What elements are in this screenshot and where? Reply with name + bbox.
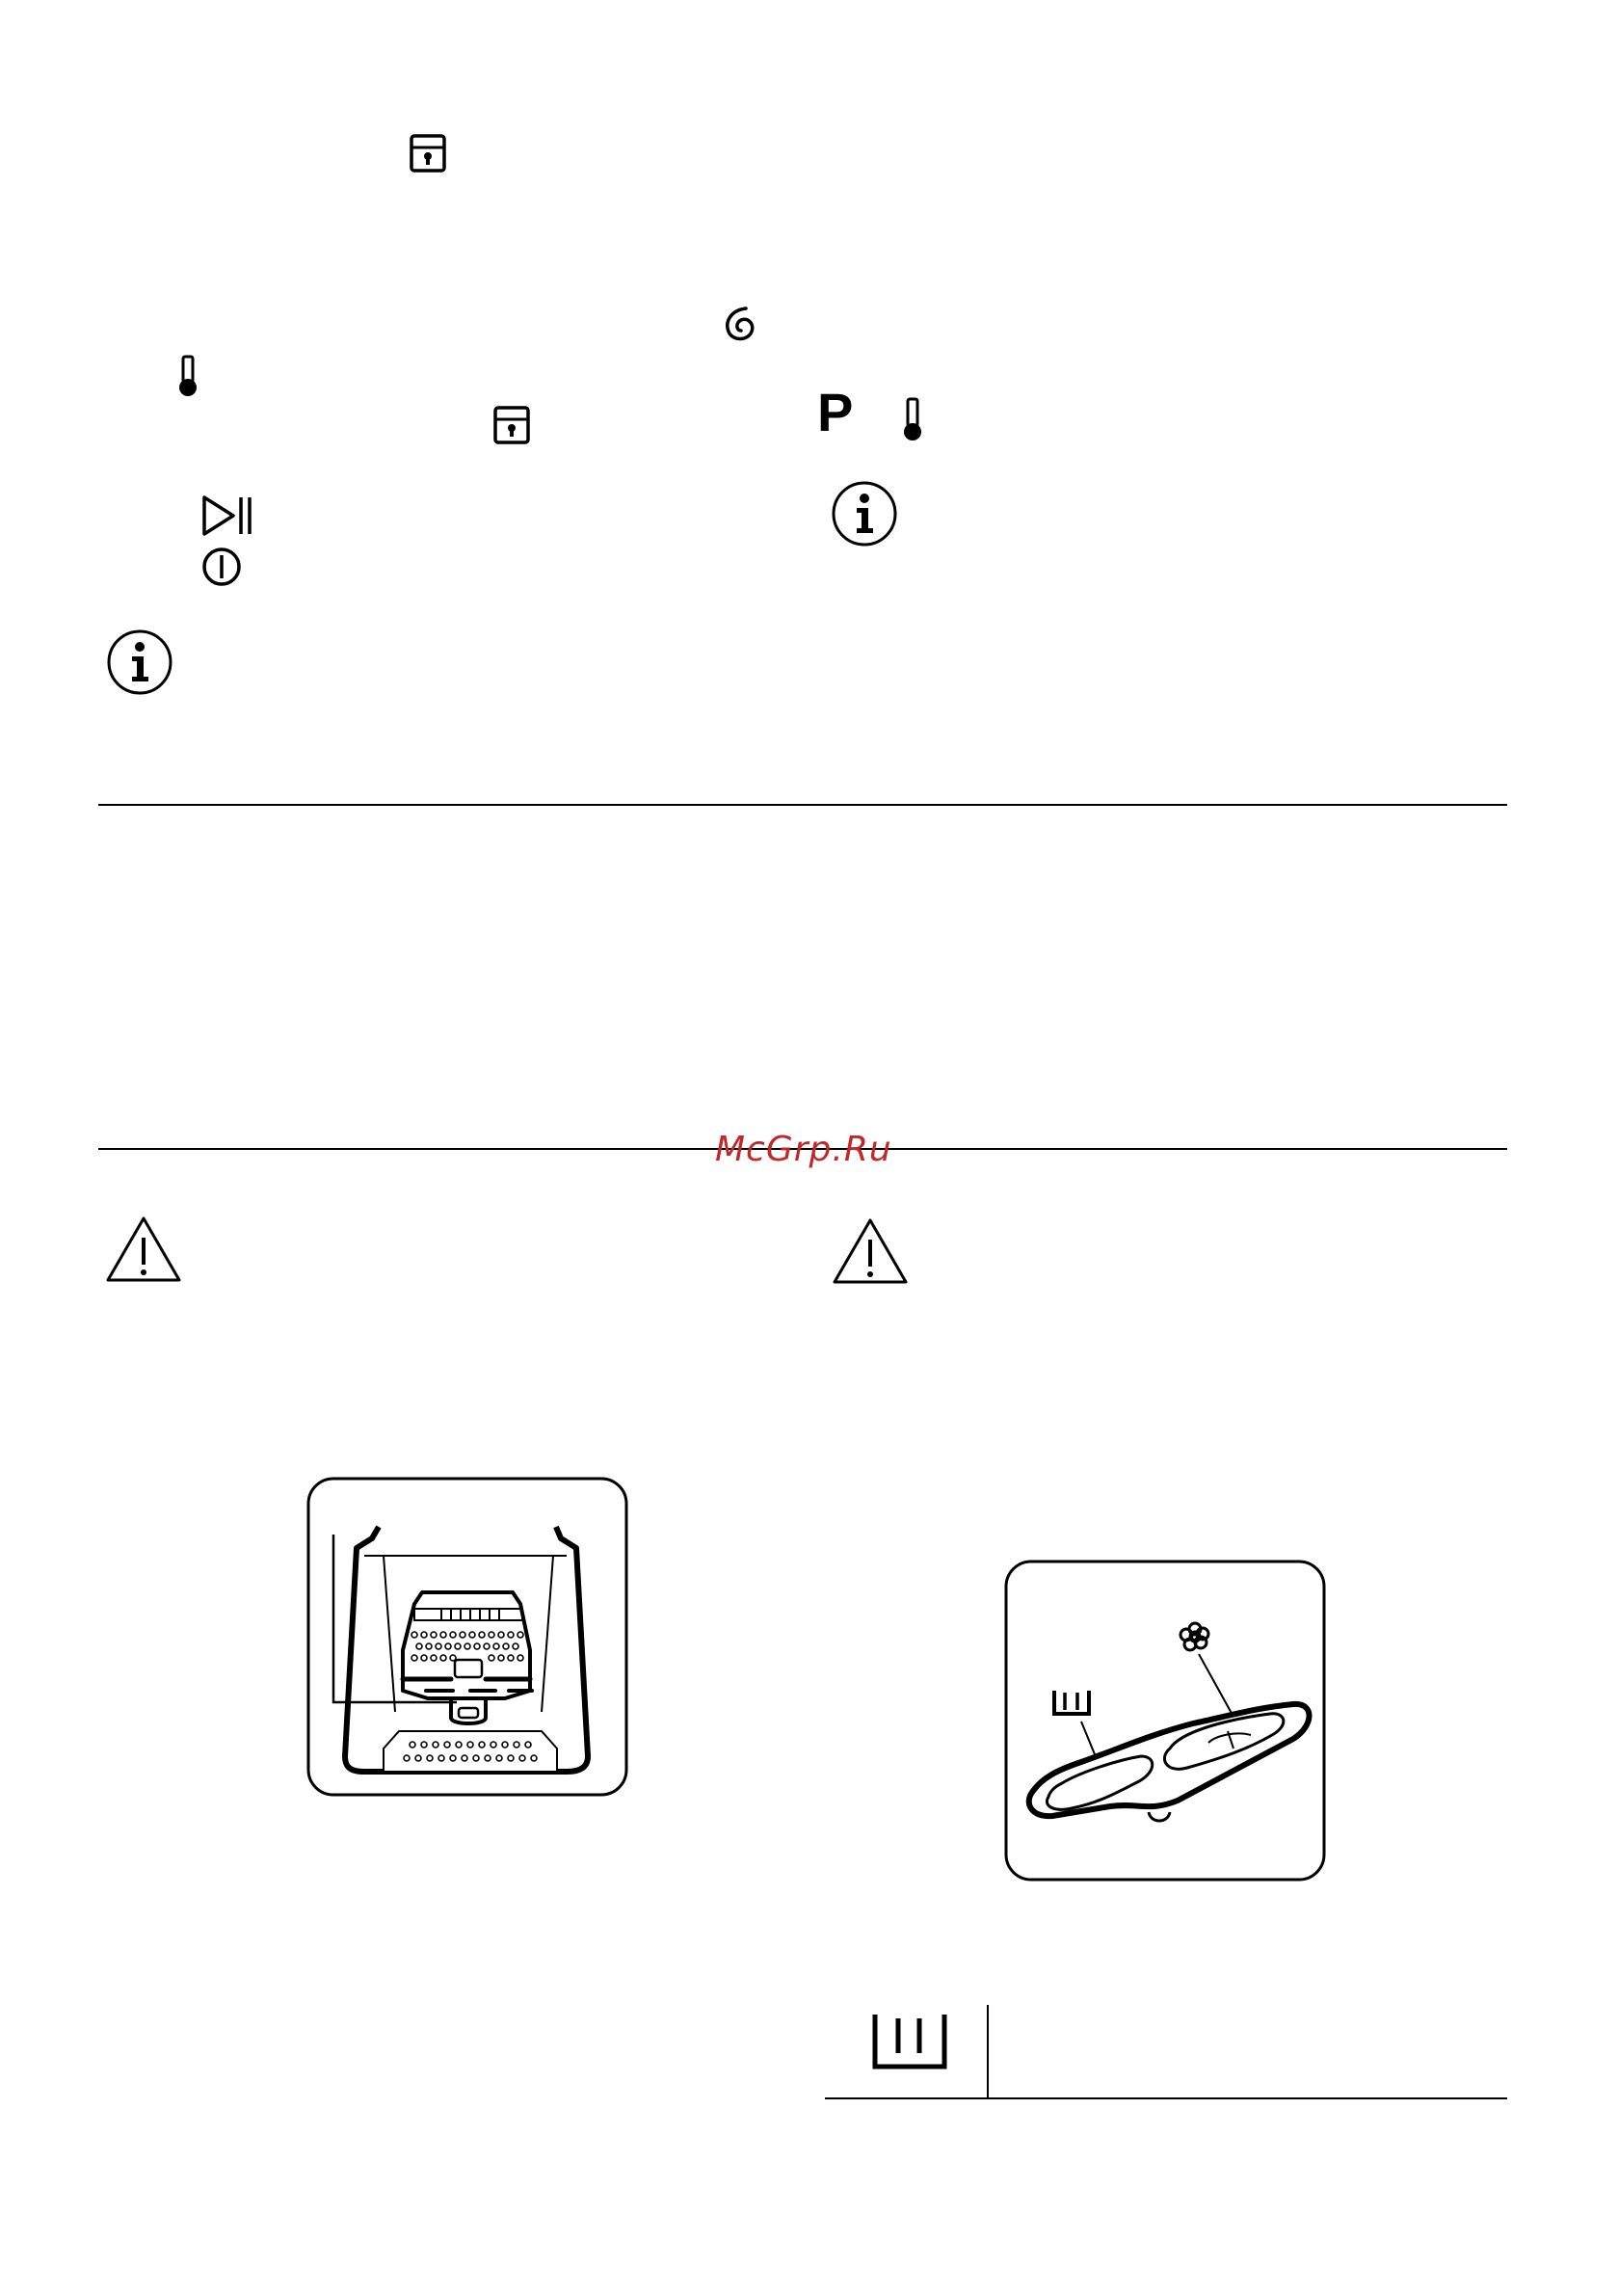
temperature-icon — [175, 355, 200, 397]
on-off-icon — [200, 546, 243, 588]
filter-illustration — [306, 1477, 630, 1799]
table-column-divider — [987, 2005, 989, 2097]
info-icon — [831, 480, 898, 547]
info-icon — [106, 628, 173, 696]
section-divider — [98, 804, 1507, 806]
detergent-compartment-icon — [871, 2009, 948, 2072]
start-pause-icon — [200, 494, 254, 538]
warning-icon — [831, 1216, 910, 1286]
program-p-label: P — [817, 382, 854, 442]
table-row-divider — [825, 2097, 1507, 2099]
door-lock-icon — [492, 405, 531, 445]
watermark: McGrp.Ru — [715, 1130, 892, 1169]
dispenser-illustration — [1004, 1560, 1330, 1885]
spin-spiral-icon — [721, 303, 759, 345]
temperature-icon — [900, 397, 925, 441]
door-lock-icon — [409, 133, 447, 174]
warning-icon — [104, 1215, 183, 1284]
